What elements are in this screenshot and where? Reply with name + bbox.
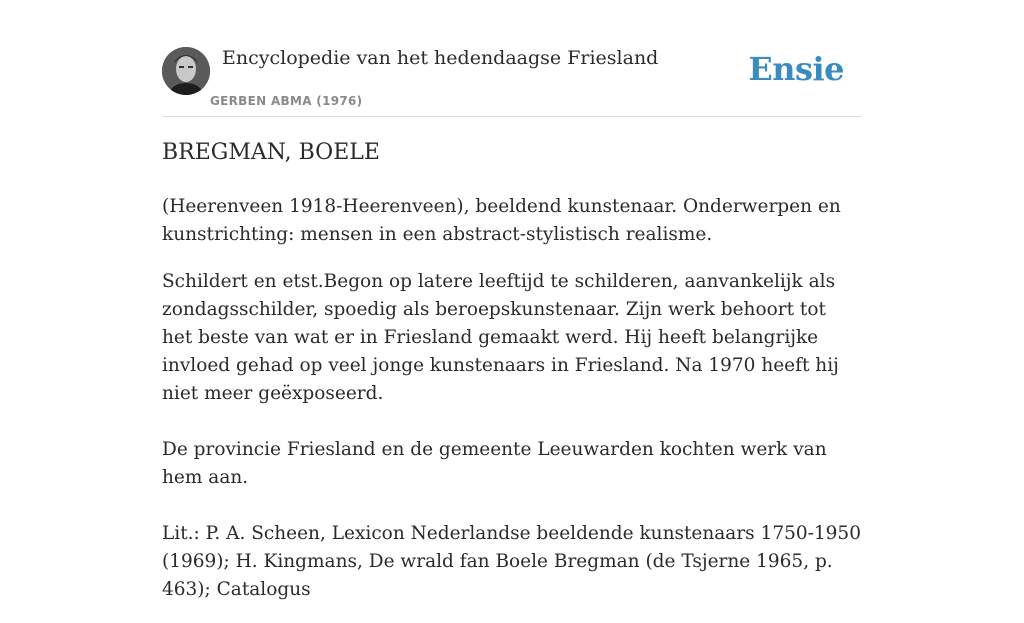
author-avatar[interactable]	[162, 47, 210, 95]
entry-paragraph: Lit.: P. A. Scheen, Lexicon Nederlandse beeldende kunstenaars 1750-1950 (1969); H. Kingmans, De wrald fan Boele Bregman (de Tsjerne 1965, p. 463); Catalogus	[162, 523, 861, 600]
book-title[interactable]: Encyclopedie van het hedendaagse Friesland	[222, 47, 659, 69]
entry-title: BREGMAN, BOELE	[162, 140, 380, 165]
entry-paragraph: (Heerenveen 1918-Heerenveen), beeldend kunstenaar. Onderwerpen en kunstrichting: mensen in een abstract-stylistisch realisme.	[162, 196, 841, 245]
book-header	[162, 44, 862, 117]
site-logo[interactable]: Ensie	[748, 50, 844, 88]
entry-body	[162, 193, 862, 623]
entry-paragraph: De provincie Friesland en de gemeente Leeuwarden kochten werk van hem aan.	[162, 439, 827, 488]
book-author: GERBEN ABMA (1976)	[210, 94, 363, 108]
entry-paragraph: Schildert en etst.Begon op latere leeftijd te schilderen, aanvankelijk als zondagsschilder, spoedig als beroepskunstenaar. Zijn werk behoort tot het beste van wat er in Friesland gemaakt werd. Hij heeft belangrijke invloed gehad op veel jonge kunstenaars in Friesland. Na 1970 heeft hij niet meer geëxposeerd.	[162, 271, 839, 404]
author-portrait-icon	[162, 47, 210, 95]
